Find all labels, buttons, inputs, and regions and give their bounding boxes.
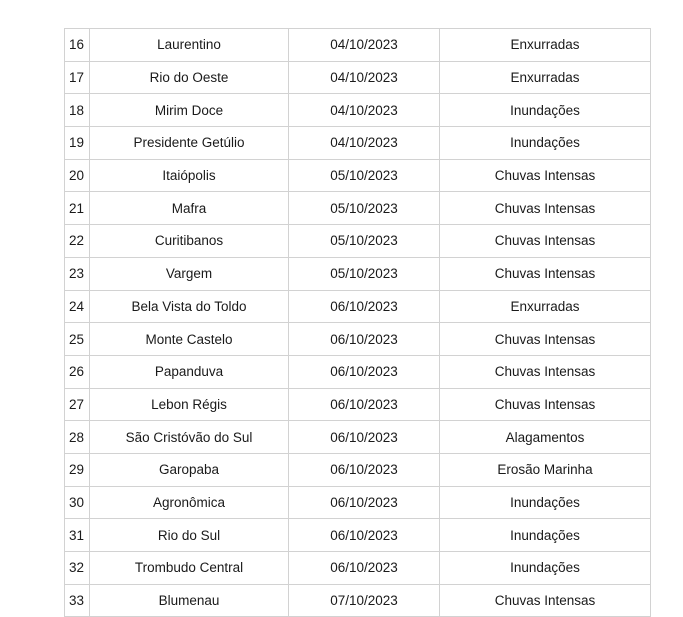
table-row [65,159,651,192]
table-row [65,584,651,617]
municipality-cell: Monte Castelo [90,323,289,356]
event-type-cell: Inundações [440,552,651,585]
row-number-cell: 28 [65,421,90,454]
municipality-events-table [64,28,651,617]
event-type-cell: Enxurradas [440,61,651,94]
municipality-cell: Agronômica [90,486,289,519]
event-type-cell: Chuvas Intensas [440,192,651,225]
table-row [65,355,651,388]
date-cell: 04/10/2023 [289,127,440,160]
event-type-cell: Chuvas Intensas [440,323,651,356]
row-number-cell: 26 [65,355,90,388]
table-row [65,486,651,519]
row-number-cell: 27 [65,388,90,421]
municipality-cell: Mirim Doce [90,94,289,127]
date-cell: 04/10/2023 [289,61,440,94]
table-row [65,192,651,225]
row-number-cell: 19 [65,127,90,160]
date-cell: 07/10/2023 [289,584,440,617]
table-row [65,290,651,323]
event-type-cell: Erosão Marinha [440,453,651,486]
date-cell: 06/10/2023 [289,323,440,356]
date-cell: 06/10/2023 [289,453,440,486]
event-type-cell: Chuvas Intensas [440,257,651,290]
date-cell: 05/10/2023 [289,225,440,258]
municipality-cell: São Cristóvão do Sul [90,421,289,454]
municipality-cell: Itaiópolis [90,159,289,192]
municipality-cell: Trombudo Central [90,552,289,585]
table-row [65,552,651,585]
event-type-cell: Chuvas Intensas [440,355,651,388]
event-type-cell: Chuvas Intensas [440,584,651,617]
event-type-cell: Alagamentos [440,421,651,454]
row-number-cell: 31 [65,519,90,552]
row-number-cell: 16 [65,29,90,62]
event-type-cell: Chuvas Intensas [440,159,651,192]
table-row [65,257,651,290]
date-cell: 06/10/2023 [289,388,440,421]
date-cell: 04/10/2023 [289,94,440,127]
row-number-cell: 32 [65,552,90,585]
municipality-cell: Garopaba [90,453,289,486]
event-type-cell: Chuvas Intensas [440,388,651,421]
row-number-cell: 24 [65,290,90,323]
municipality-cell: Blumenau [90,584,289,617]
table-row [65,61,651,94]
date-cell: 06/10/2023 [289,486,440,519]
municipality-cell: Curitibanos [90,225,289,258]
event-type-cell: Enxurradas [440,29,651,62]
event-type-cell: Inundações [440,127,651,160]
row-number-cell: 20 [65,159,90,192]
row-number-cell: 33 [65,584,90,617]
municipality-cell: Vargem [90,257,289,290]
table-row [65,29,651,62]
table-row [65,453,651,486]
row-number-cell: 29 [65,453,90,486]
municipality-cell: Bela Vista do Toldo [90,290,289,323]
municipality-cell: Laurentino [90,29,289,62]
row-number-cell: 17 [65,61,90,94]
date-cell: 05/10/2023 [289,159,440,192]
row-number-cell: 25 [65,323,90,356]
row-number-cell: 18 [65,94,90,127]
row-number-cell: 21 [65,192,90,225]
table-body [65,29,651,617]
event-type-cell: Inundações [440,519,651,552]
date-cell: 06/10/2023 [289,552,440,585]
date-cell: 05/10/2023 [289,257,440,290]
table-row [65,94,651,127]
row-number-cell: 23 [65,257,90,290]
municipality-cell: Papanduva [90,355,289,388]
row-number-cell: 22 [65,225,90,258]
municipality-cell: Lebon Régis [90,388,289,421]
date-cell: 06/10/2023 [289,421,440,454]
table-row [65,127,651,160]
date-cell: 05/10/2023 [289,192,440,225]
date-cell: 06/10/2023 [289,290,440,323]
date-cell: 04/10/2023 [289,29,440,62]
event-type-cell: Enxurradas [440,290,651,323]
event-type-cell: Chuvas Intensas [440,225,651,258]
date-cell: 06/10/2023 [289,355,440,388]
row-number-cell: 30 [65,486,90,519]
municipality-cell: Rio do Sul [90,519,289,552]
municipality-cell: Presidente Getúlio [90,127,289,160]
event-type-cell: Inundações [440,94,651,127]
table-row [65,323,651,356]
municipality-cell: Rio do Oeste [90,61,289,94]
table-row [65,421,651,454]
event-type-cell: Inundações [440,486,651,519]
table-row [65,519,651,552]
municipality-cell: Mafra [90,192,289,225]
table-row [65,388,651,421]
table-row [65,225,651,258]
date-cell: 06/10/2023 [289,519,440,552]
